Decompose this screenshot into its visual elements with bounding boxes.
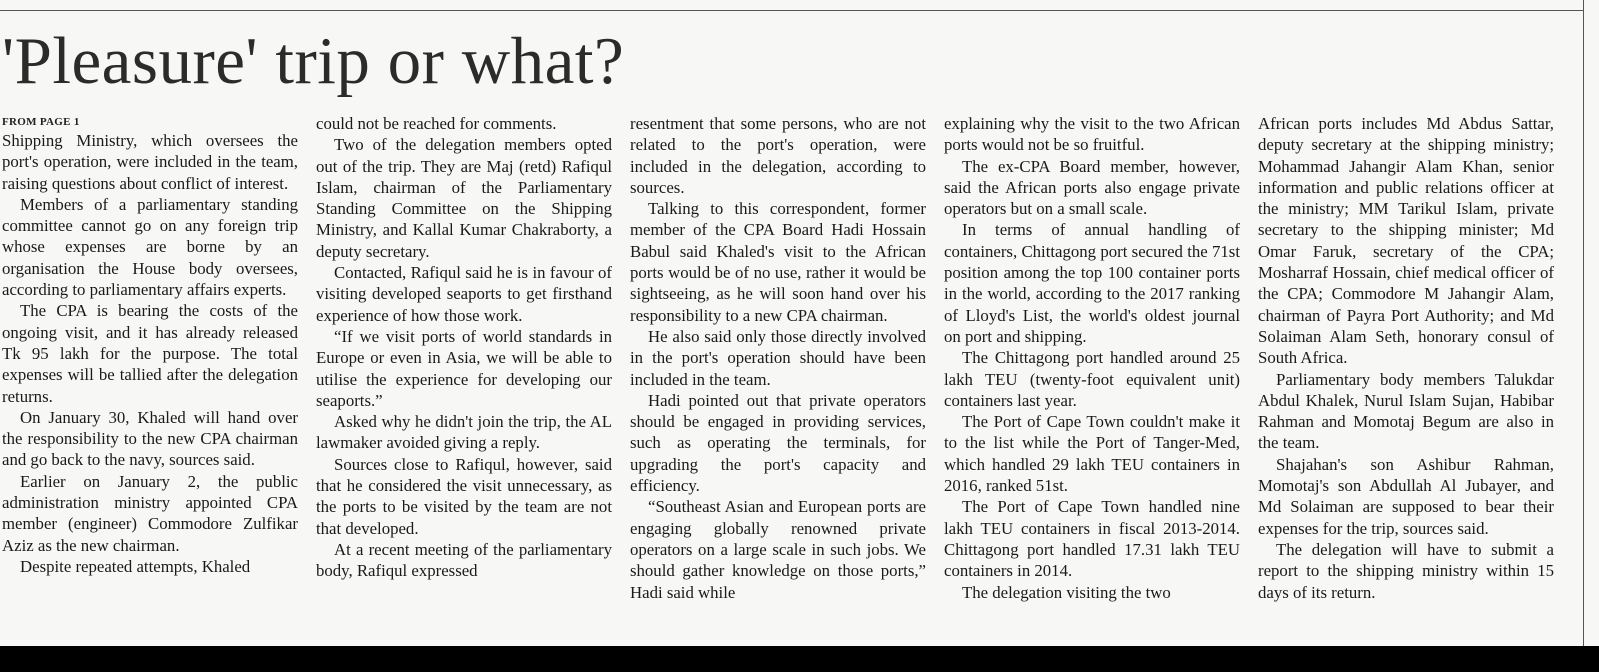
paragraph: The delegation will have to submit a report to the shipping ministry within 15 days of its return. — [1258, 539, 1554, 602]
paragraph: In terms of annual handling of containers, Chittagong port secured the 71st position among the top 100 container ports in the world, according to the 2017 ranking of Lloyd's List, the world's oldest journal on port and shipping. — [944, 220, 1240, 346]
jump-label: FROM PAGE 1 — [2, 116, 80, 128]
article-column-1 — [2, 113, 298, 646]
paragraph: On January 30, Khaled will hand over the responsibility to the new CPA chairman and go back to the navy, sources said. — [2, 407, 298, 470]
paragraph: Sources close to Rafiqul, however, said that he considered the visit unnecessary, as the ports to be visited by the team are not that developed. — [316, 454, 612, 538]
paragraph: “Southeast Asian and European ports are engaging globally renowned private operators on a large scale in such jobs. We should gather knowledge on those ports,” Hadi said while — [630, 497, 926, 602]
paragraph: The Port of Cape Town couldn't make it to the list while the Port of Tanger-Med, which handled 29 lakh TEU containers in 2016, ranked 51st. — [944, 412, 1240, 496]
article-column-3 — [630, 113, 926, 646]
paragraph: He also said only those directly involved in the port's operation should have been included in the team. — [630, 326, 926, 389]
paragraph: The delegation visiting the two — [962, 582, 1171, 602]
paragraph: Contacted, Rafiqul said he is in favour of visiting developed seaports to get firsthand experience of how those work. — [316, 263, 612, 325]
paragraph: Earlier on January 2, the public administration ministry appointed CPA member (engineer) Commodore Zulfikar Aziz as the new chairman. — [2, 471, 298, 555]
headline: 'Pleasure' trip or what? — [2, 24, 625, 98]
paragraph: Asked why he didn't join the trip, the AL lawmaker avoided giving a reply. — [316, 412, 612, 453]
article-column-4 — [944, 113, 1240, 646]
paragraph: The Chittagong port handled around 25 lakh TEU (twenty-foot equivalent unit) containers last year. — [944, 348, 1240, 410]
paragraph: At a recent meeting of the parliamentary body, Rafiqul expressed — [316, 539, 612, 581]
paragraph: explaining why the visit to the two African ports would not be so fruitful. — [944, 114, 1240, 155]
paragraph: Members of a parliamentary standing committee cannot go on any foreign trip whose expenses are borne by an organisation the House body oversees, according to parliamentary affairs experts. — [2, 194, 298, 300]
paragraph: “If we visit ports of world standards in Europe or even in Asia, we will be able to utilise the experience for developing our seaports.” — [316, 326, 612, 410]
paragraph: The Port of Cape Town handled nine lakh TEU containers in fiscal 2013-2014. Chittagong port handled 17.31 lakh TEU containers in 2014. — [944, 497, 1240, 581]
paragraph: resentment that some persons, who are not related to the port's operation, were included in the delegation, according to sources. — [630, 114, 926, 197]
paragraph: could not be reached for comments. — [316, 114, 557, 133]
paragraph: Two of the delegation members opted out of the trip. They are Maj (retd) Rafiqul Islam, chairman of the Parliamentary Standing Committee on the Shipping Ministry, and Kallal Kumar Chakraborty, a deputy secretary. — [316, 135, 612, 261]
paragraph: The ex-CPA Board member, however, said the African ports also engage private operators but on a small scale. — [944, 156, 1240, 219]
paragraph: Talking to this correspondent, former member of the CPA Board Hadi Hossain Babul said Khaled's visit to the African ports would be of no use, rather it would be sightseeing, as he will soon hand over his responsibility to a new CPA chairman. — [630, 199, 926, 325]
paragraph: Shajahan's son Ashibur Rahman, Momotaj's son Abdullah Al Jubayer, and Md Solaiman are supposed to bear their expenses for the trip, sources said. — [1258, 454, 1554, 538]
paragraph: The CPA is bearing the costs of the ongoing visit, and it has already released Tk 95 lakh for the purpose. The total expenses will be tallied after the delegation returns. — [2, 301, 298, 406]
paragraph: Despite repeated attempts, Khaled — [20, 556, 251, 576]
article-column-5 — [1258, 113, 1554, 646]
paragraph: African ports includes Md Abdus Sattar, deputy secretary at the shipping ministry; Mohammad Jahangir Alam Khan, senior information and public relations officer at the ministry; MM Tarikul Islam, private secretary to the shipping minister; Md Omar Faruk, secretary of the CPA; Mosharraf Hossain, chief medical officer of the CPA; Commodore M Jahangir Alam, chairman of Payra Port Authority; and Md Solaiman Alam Seth, honorary consul of South Africa. — [1258, 114, 1554, 368]
paragraph: Shipping Ministry, which oversees the port's operation, were included in the team, raising questions about conflict of interest. — [2, 131, 298, 193]
right-rule — [1583, 0, 1584, 646]
paragraph: Parliamentary body members Talukdar Abdul Khalek, Nurul Islam Sujan, Habibar Rahman and Momotaj Begum are also in the team. — [1258, 369, 1554, 453]
article-column-2 — [316, 113, 612, 646]
paragraph: Hadi pointed out that private operators should be engaged in providing services, such as operating the terminals, for upgrading the port's capacity and efficiency. — [630, 390, 926, 496]
top-rule — [0, 10, 1583, 11]
